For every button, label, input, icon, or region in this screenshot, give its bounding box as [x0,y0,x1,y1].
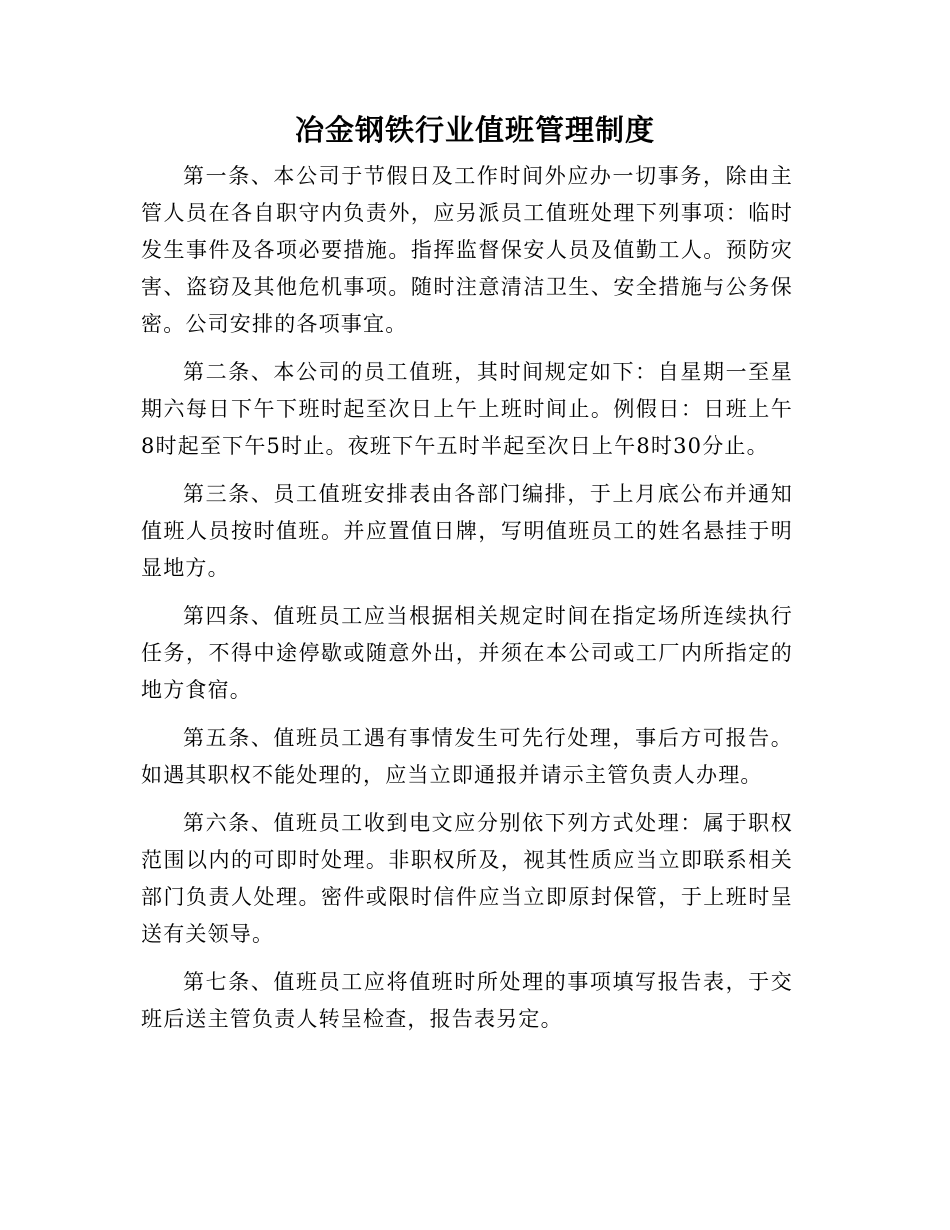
article-4: 第四条、值班员工应当根据相关规定时间在指定场所连续执行任务，不得中途停歇或随意外出，并须在本公司或工厂内所指定的地方食宿。 [141,604,793,702]
document-body [141,158,793,1049]
document-title: 冶金钢铁行业值班管理制度 [294,113,655,147]
article-6: 第六条、值班员工收到电文应分别依下列方式处理：属于职权范围以内的可即时处理。非职权所及，视其性质应当立即联系相关部门负责人处理。密件或限时信件应当立即原封保管，于上班时呈送有关领导。 [141,811,793,946]
article-2: 第二条、本公司的员工值班，其时间规定如下：自星期一至星期六每日下午下班时起至次日上午上班时间止。例假日：日班上午8时起至下午5时止。夜班下午五时半起至次日上午8时30分止。 [141,360,793,458]
article-7: 第七条、值班员工应将值班时所处理的事项填写报告表，于交班后送主管负责人转呈检查，报告表另定。 [141,970,793,1031]
article-1: 第一条、本公司于节假日及工作时间外应办一切事务，除由主管人员在各自职守内负责外，应另派员工值班处理下列事项：临时发生事件及各项必要措施。指挥监督保安人员及值勤工人。预防灾害、盗窃及其他危机事项。随时注意清洁卫生、安全措施与公务保密。公司安排的各项事宜。 [141,164,793,336]
article-5: 第五条、值班员工遇有事情发生可先行处理，事后方可报告。如遇其职权不能处理的，应当立即通报并请示主管负责人办理。 [141,726,793,787]
article-3: 第三条、员工值班安排表由各部门编排，于上月底公布并通知值班人员按时值班。并应置值日牌，写明值班员工的姓名悬挂于明显地方。 [141,482,793,580]
